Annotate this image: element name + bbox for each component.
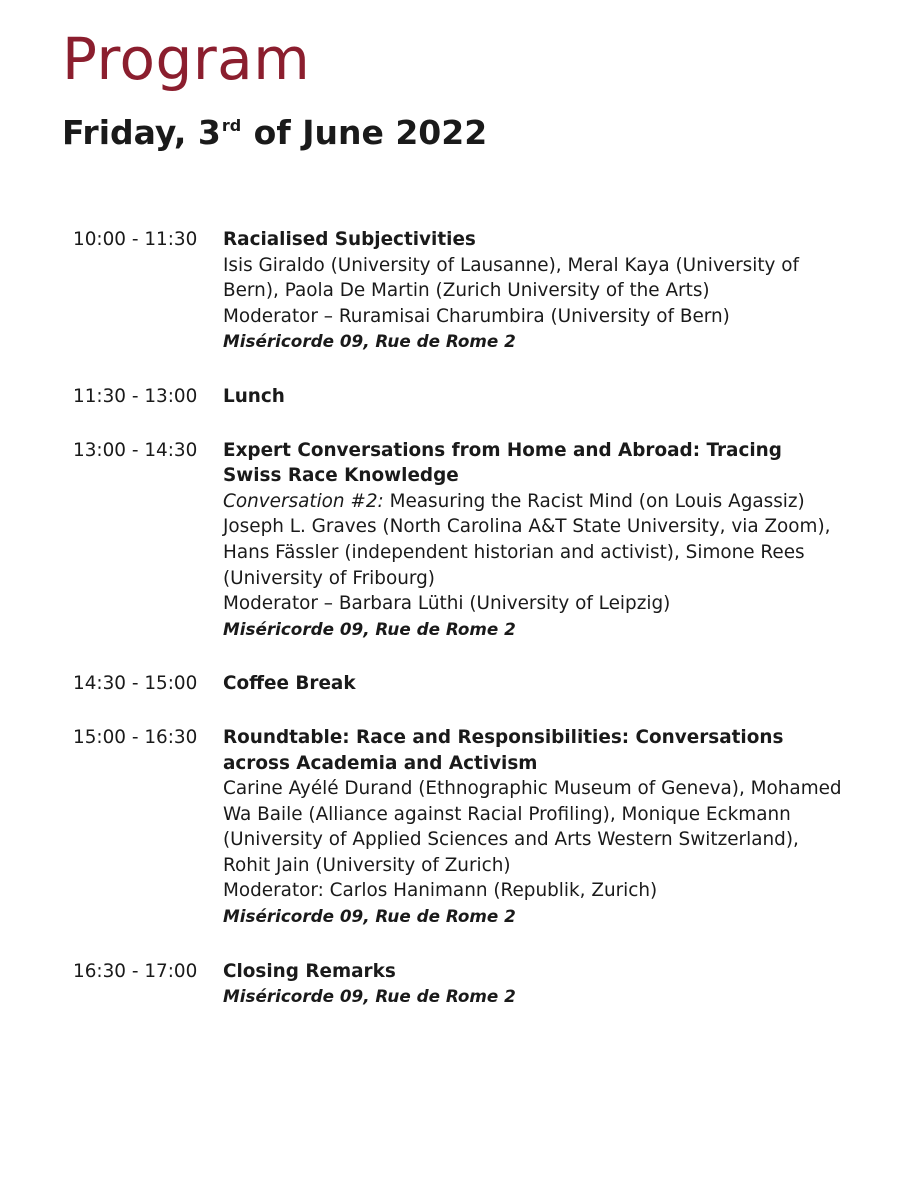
slot-time: 14:30 - 15:00: [73, 673, 198, 695]
slot-time: 11:30 - 13:00: [73, 385, 198, 407]
schedule-slot: [73, 671, 853, 697]
slot-body: [223, 438, 843, 643]
schedule-slot: [73, 227, 853, 355]
slot-speakers: Isis Giraldo (University of Lausanne), Meral Kaya (University of Bern), Paola De Martin (Zurich University of the Arts): [223, 254, 799, 302]
slot-title: Coffee Break: [223, 673, 356, 695]
slot-title: Expert Conversations from Home and Abroad: Tracing Swiss Race Knowledge: [223, 439, 782, 487]
slot-body: [223, 384, 843, 410]
slot-location: Miséricorde 09, Rue de Rome 2: [223, 618, 516, 639]
slot-title: Roundtable: Race and Responsibilities: Conversations across Academia and Activism: [223, 726, 784, 774]
slot-moderator: Moderator: Carlos Hanimann (Republik, Zurich): [223, 880, 658, 902]
date-rest: of June 2022: [242, 113, 488, 152]
slot-body: [223, 725, 843, 930]
schedule-slot: [73, 384, 853, 410]
date-suffix: rd: [221, 116, 242, 135]
slot-moderator: Moderator – Ruramisai Charumbira (University of Bern): [223, 305, 730, 327]
schedule-slot: [73, 725, 853, 930]
slot-location: Miséricorde 09, Rue de Rome 2: [223, 986, 516, 1007]
slot-subtitle-lead: Conversation #2:: [223, 490, 384, 512]
slot-location: Miséricorde 09, Rue de Rome 2: [223, 906, 516, 927]
slot-body: [223, 959, 843, 1010]
date-heading: [62, 113, 487, 153]
slot-subtitle: [223, 489, 843, 515]
schedule-slot: [73, 438, 853, 643]
schedule-slot: [73, 959, 853, 1010]
date-day: Friday, 3: [62, 113, 221, 152]
slot-body: [223, 671, 843, 697]
slot-time: 13:00 - 14:30: [73, 439, 198, 461]
slot-speakers: Carine Ayélé Durand (Ethnographic Museum of Geneva), Mohamed Wa Baile (Alliance against Racial Profiling), Monique Eckmann (University of Applied Sciences and Arts Western Switzerland), Rohit Jain (University of Zurich): [223, 778, 842, 876]
slot-moderator: Moderator – Barbara Lüthi (University of Leipzig): [223, 593, 671, 615]
slot-location: Miséricorde 09, Rue de Rome 2: [223, 331, 516, 352]
slot-title: Lunch: [223, 385, 285, 407]
slot-speakers: Joseph L. Graves (North Carolina A&T State University, via Zoom), Hans Fässler (independent historian and activist), Simone Rees (University of Fribourg): [223, 516, 831, 589]
slot-title: Closing Remarks: [223, 960, 396, 982]
slot-subtitle-text: Measuring the Racist Mind (on Louis Agassiz): [383, 490, 805, 512]
slot-time: 16:30 - 17:00: [73, 960, 198, 982]
slot-time: 10:00 - 11:30: [73, 229, 198, 250]
page-title: Program: [62, 25, 311, 93]
slot-body: [223, 227, 843, 355]
schedule-list: [73, 227, 853, 1010]
slot-title: Racialised Subjectivities: [223, 229, 476, 250]
slot-time: 15:00 - 16:30: [73, 726, 198, 748]
